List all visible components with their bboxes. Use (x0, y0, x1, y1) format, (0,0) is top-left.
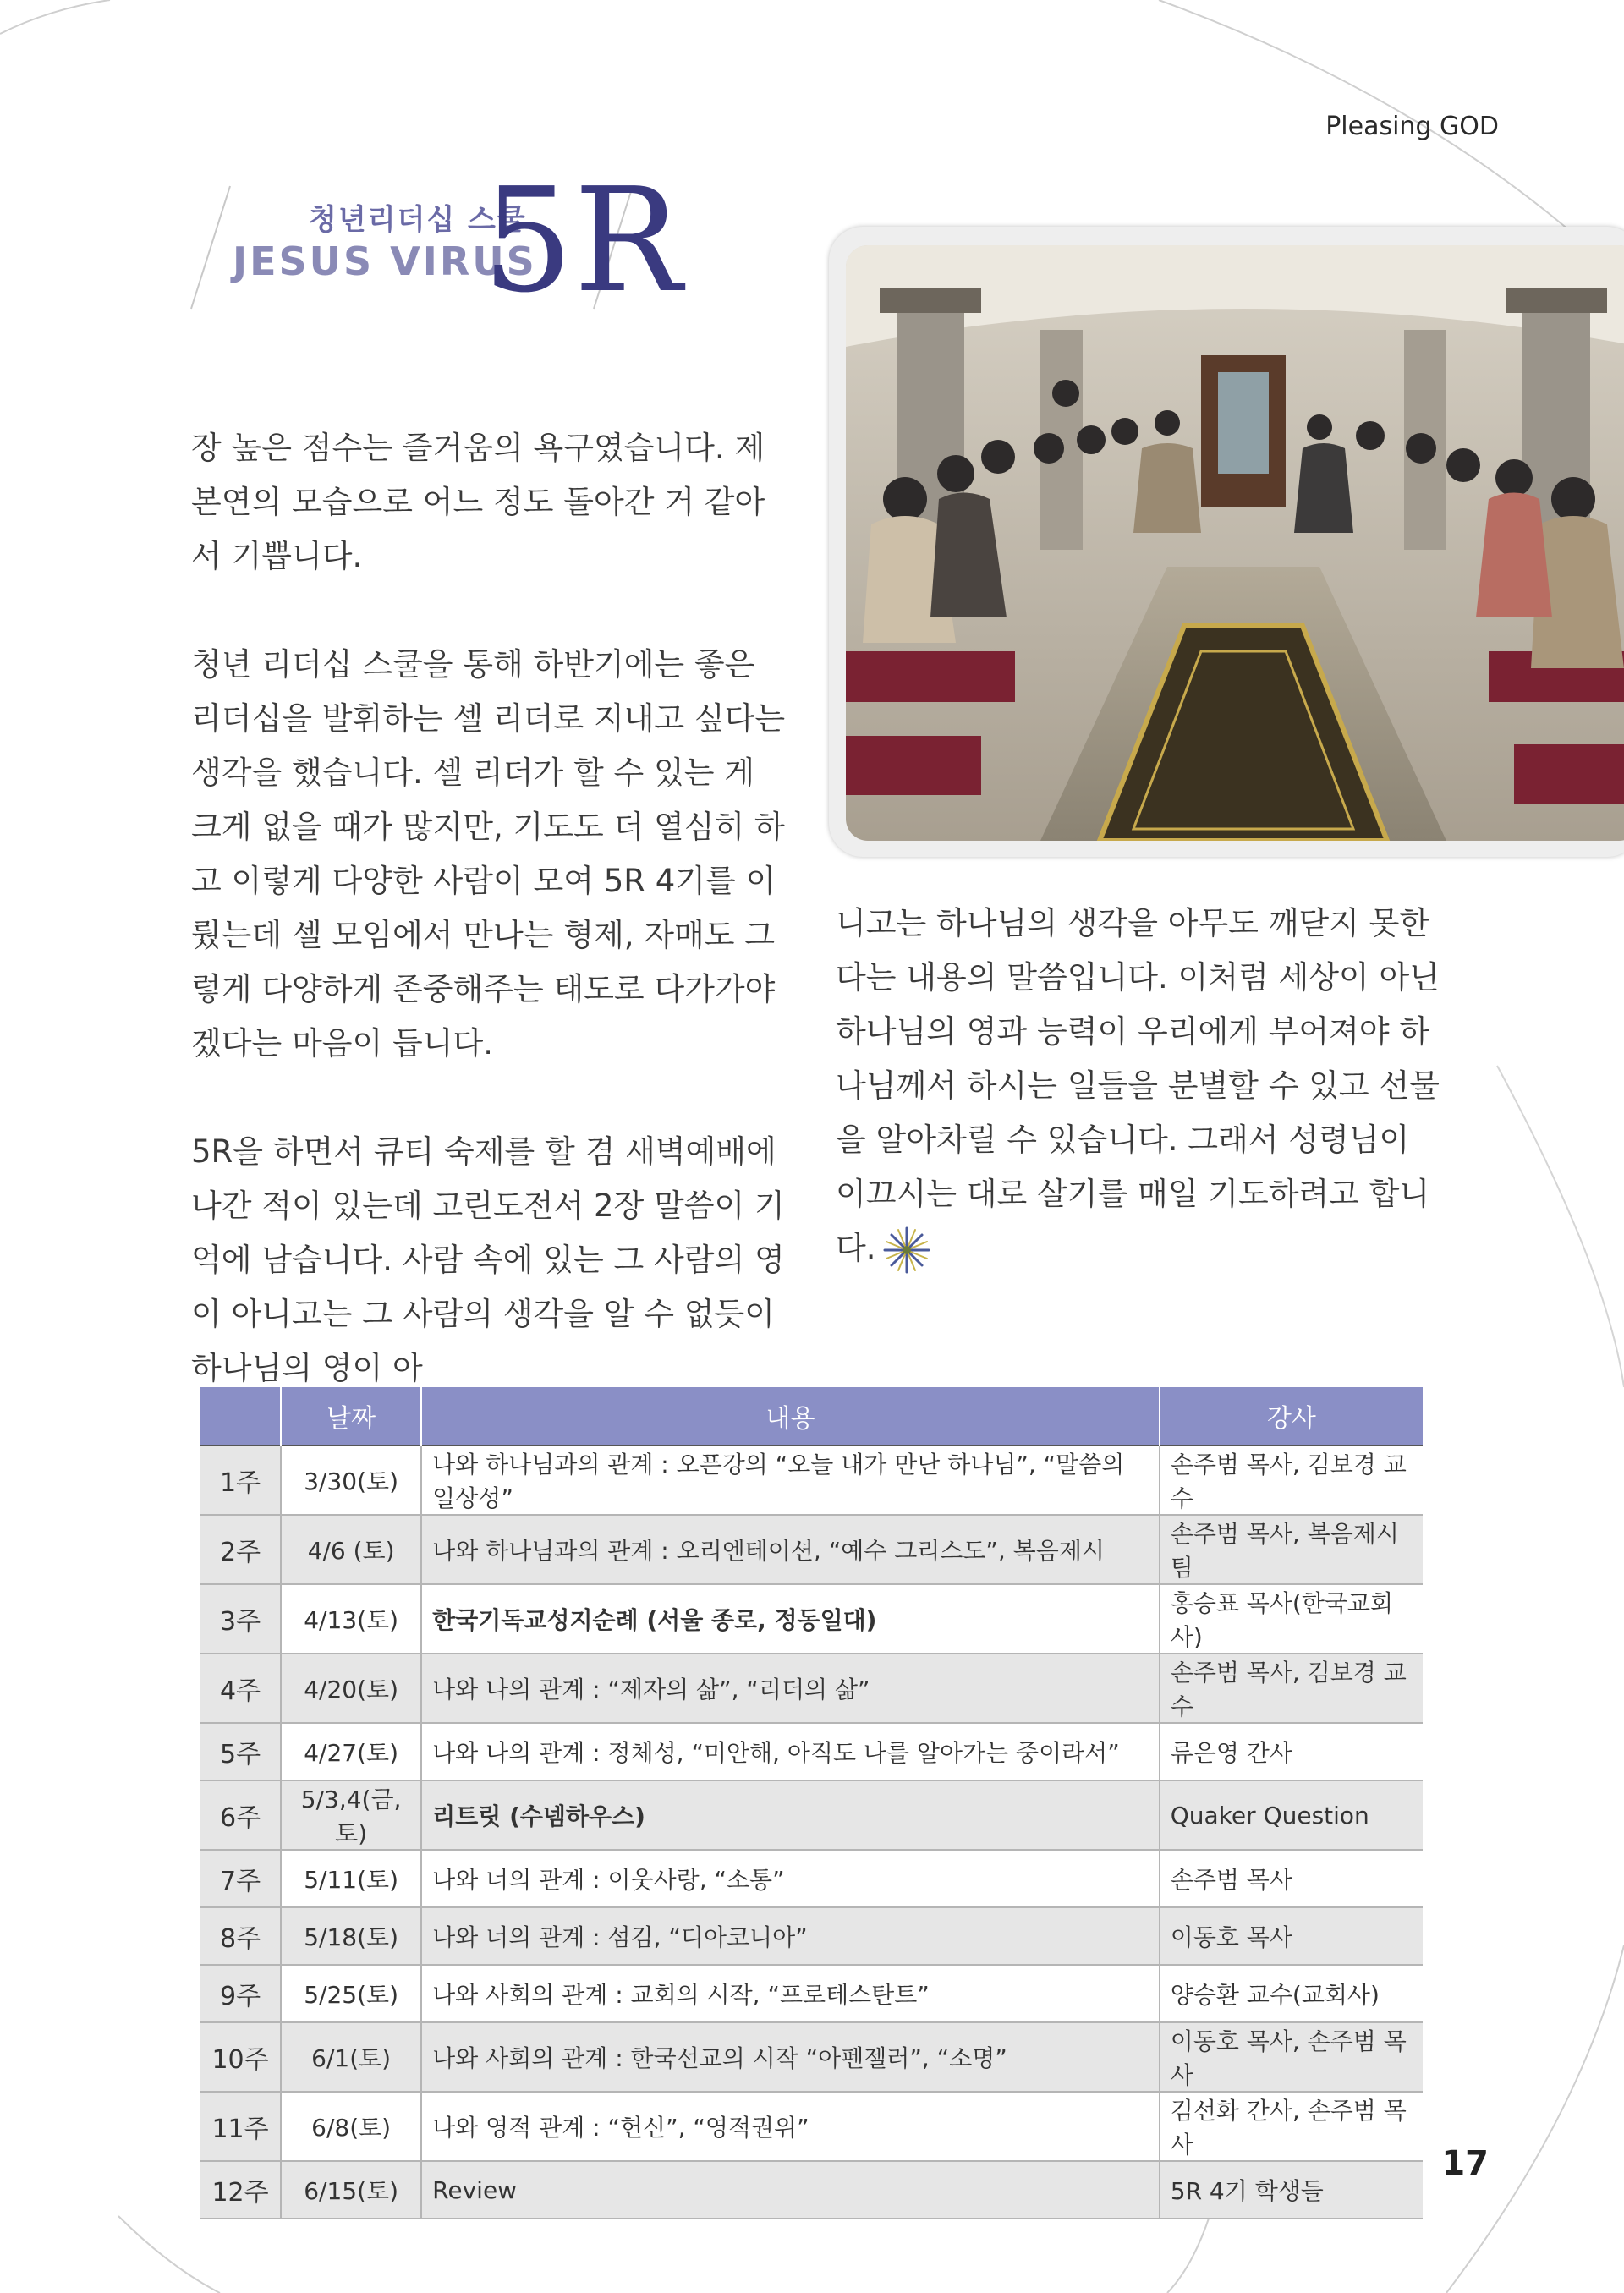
week-cell: 4주 (200, 1654, 281, 1723)
article-paragraph: 장 높은 점수는 즐거움의 욕구였습니다. 제 본연의 모습으로 어느 정도 돌아간 거 같아서 기쁩니다. (191, 430, 765, 574)
photo-frame (829, 227, 1624, 857)
content-cell: 나와 너의 관계 : 섬김, “디아코니아” (421, 1907, 1160, 1965)
schedule-row (200, 1850, 1423, 1907)
lecturer-cell: 류은영 간사 (1160, 1723, 1423, 1780)
program-logo (186, 157, 683, 325)
schedule-row (200, 1780, 1423, 1850)
article-right-column (836, 897, 1445, 1275)
lecturer-cell: 손주범 목사, 김보경 교수 (1160, 1654, 1423, 1723)
lecturer-cell: 홍승표 목사(한국교회사) (1160, 1584, 1423, 1654)
content-cell: 나와 나의 관계 : “제자의 삶”, “리더의 삶” (421, 1654, 1160, 1723)
date-cell: 4/27(토) (281, 1723, 421, 1780)
section-tag: Pleasing GOD (1325, 112, 1499, 141)
week-cell: 8주 (200, 1907, 281, 1965)
logo-korean-title: 청년리더십 스쿨 (309, 203, 527, 237)
date-cell: 4/13(토) (281, 1584, 421, 1654)
lecturer-cell: Quaker Question (1160, 1780, 1423, 1850)
page-number: 17 (1441, 2144, 1489, 2183)
week-cell: 2주 (200, 1515, 281, 1584)
content-cell: 나와 하나님과의 관계 : 오리엔테이션, “예수 그리스도”, 복음제시 (421, 1515, 1160, 1584)
date-cell: 4/20(토) (281, 1654, 421, 1723)
content-cell: 나와 너의 관계 : 이웃사랑, “소통” (421, 1850, 1160, 1907)
week-cell: 7주 (200, 1850, 281, 1907)
lecturer-cell: 손주범 목사, 김보경 교수 (1160, 1445, 1423, 1515)
schedule-row (200, 1907, 1423, 1965)
schedule-row (200, 1723, 1423, 1780)
content-cell: 나와 나의 관계 : 정체성, “미안해, 아직도 나를 알아가는 중이라서” (421, 1723, 1160, 1780)
group-photo (846, 245, 1624, 841)
schedule-table (200, 1387, 1423, 2219)
week-cell: 3주 (200, 1584, 281, 1654)
schedule-row (200, 1515, 1423, 1584)
schedule-row (200, 2161, 1423, 2219)
article-paragraph: 5R을 하면서 큐티 숙제를 할 겸 새벽예배에 나간 적이 있는데 고린도전서 2장 말씀이 기억에 남습니다. 사람 속에 있는 그 사람의 영이 아니고는 그 사람의 생각을 알 수 없듯이 하나님의 영이 아 (191, 1133, 785, 1386)
logo-5r-mark: 5R (482, 157, 683, 325)
week-cell: 5주 (200, 1723, 281, 1780)
group-photo-illustration (846, 245, 1624, 841)
article-paragraph-text: 니고는 하나님의 생각을 아무도 깨닫지 못한다는 내용의 말씀입니다. 이처럼 세상이 아닌 하나님의 영과 능력이 우리에게 부어져야 하나님께서 하시는 일들을 분별할 수 있고 선물을 알아차릴 수 있습니다. 그래서 성령님이 이끄시는 대로 살기를 매일 기도하려고 합니다. (836, 905, 1440, 1266)
content-cell: 나와 사회의 관계 : 교회의 시작, “프로테스탄트” (421, 1965, 1160, 2022)
header-lecturer: 강사 (1160, 1387, 1423, 1445)
week-cell: 1주 (200, 1445, 281, 1515)
content-cell: 나와 사회의 관계 : 한국선교의 시작 “아펜젤러”, “소명” (421, 2022, 1160, 2092)
schedule-row (200, 1965, 1423, 2022)
header-content: 내용 (421, 1387, 1160, 1445)
content-cell: 나와 하나님과의 관계 : 오픈강의 “오늘 내가 만난 하나님”, “말씀의 일상성” (421, 1445, 1160, 1515)
date-cell: 5/3,4(금,토) (281, 1780, 421, 1850)
week-cell: 10주 (200, 2022, 281, 2092)
date-cell: 4/6 (토) (281, 1515, 421, 1584)
article-left-column (191, 421, 792, 1396)
week-cell: 9주 (200, 1965, 281, 2022)
lecturer-cell: 이동호 목사 (1160, 1907, 1423, 1965)
lecturer-cell: 양승환 교수(교회사) (1160, 1965, 1423, 2022)
date-cell: 5/25(토) (281, 1965, 421, 2022)
lecturer-cell: 손주범 목사, 복음제시팀 (1160, 1515, 1423, 1584)
date-cell: 3/30(토) (281, 1445, 421, 1515)
lecturer-cell: 김선화 간사, 손주범 목사 (1160, 2092, 1423, 2161)
article-paragraph: 청년 리더십 스쿨을 통해 하반기에는 좋은 리더십을 발휘하는 셀 리더로 지내고 싶다는 생각을 했습니다. 셀 리더가 할 수 있는 게 크게 없을 때가 많지만, 기도도 더 열심히 하고 이렇게 다양한 사람이 모여 5R 4기를 이뤘는데 셀 모임에서 만나는 형제, 자매도 그렇게 다양하게 존중해주는 태도로 다가가야겠다는 마음이 듭니다. (191, 646, 786, 1061)
date-cell: 6/15(토) (281, 2161, 421, 2219)
lecturer-cell: 손주범 목사 (1160, 1850, 1423, 1907)
schedule-row (200, 1445, 1423, 1515)
date-cell: 5/18(토) (281, 1907, 421, 1965)
content-cell: 나와 영적 관계 : “헌신”, “영적권위” (421, 2092, 1160, 2161)
schedule-row (200, 1654, 1423, 1723)
content-cell: Review (421, 2161, 1160, 2219)
schedule-row (200, 1584, 1423, 1654)
article-paragraph-continued (836, 897, 1445, 1275)
header-date: 날짜 (281, 1387, 421, 1445)
lecturer-cell: 이동호 목사, 손주범 목사 (1160, 2022, 1423, 2092)
header-week (200, 1387, 281, 1445)
date-cell: 5/11(토) (281, 1850, 421, 1907)
schedule-row (200, 2022, 1423, 2092)
content-cell: 한국기독교성지순례 (서울 종로, 정동일대) (421, 1584, 1160, 1654)
week-cell: 11주 (200, 2092, 281, 2161)
date-cell: 6/1(토) (281, 2022, 421, 2092)
week-cell: 6주 (200, 1780, 281, 1850)
lecturer-cell: 5R 4기 학생들 (1160, 2161, 1423, 2219)
schedule-row (200, 2092, 1423, 2161)
week-cell: 12주 (200, 2161, 281, 2219)
content-cell: 리트릿 (수넴하우스) (421, 1780, 1160, 1850)
logo-english-title: JESUS VIRUS (233, 239, 537, 284)
schedule-header-row (200, 1387, 1423, 1445)
sparkle-end-icon (881, 1225, 932, 1275)
date-cell: 6/8(토) (281, 2092, 421, 2161)
